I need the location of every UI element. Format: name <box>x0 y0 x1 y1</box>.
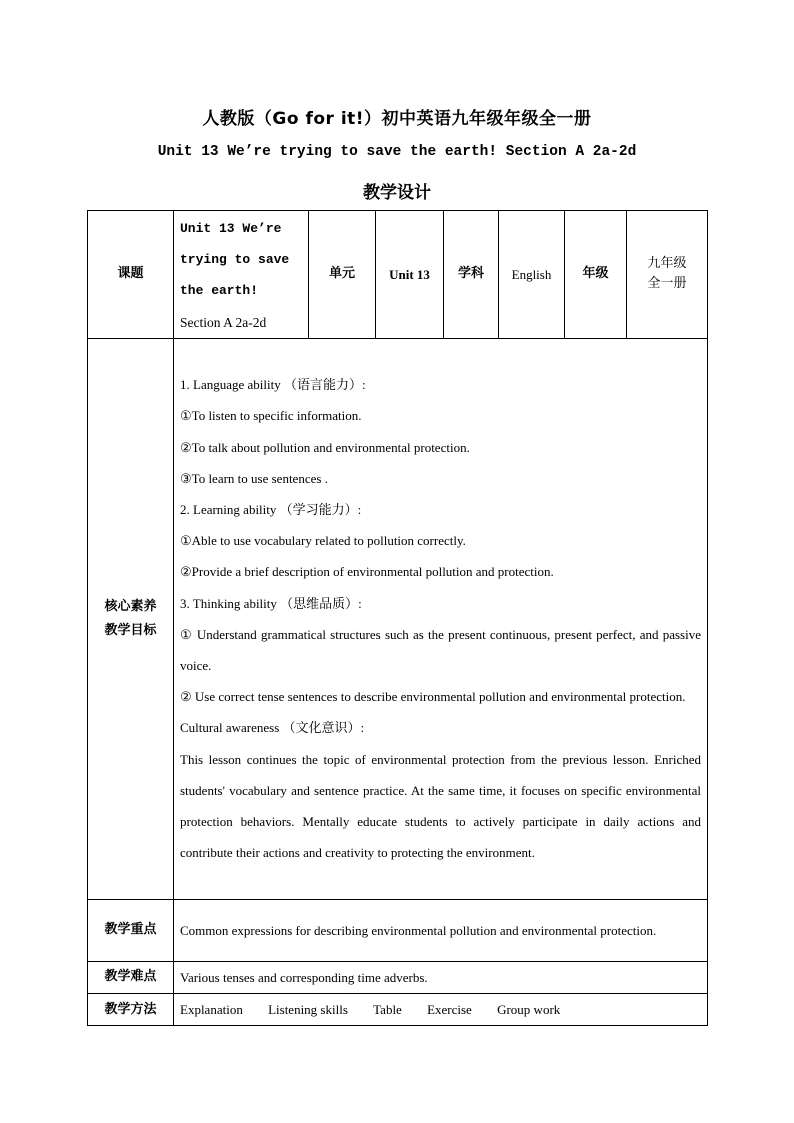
key-points-row <box>88 899 708 961</box>
cultural-heading: Cultural awareness （文化意识）: <box>180 720 365 736</box>
thinking-goal-2: ② Use correct tense sentences to describe environmental pollution and environmental protection. <box>180 689 686 705</box>
goals-label-line: 核心素养 <box>104 598 157 614</box>
lesson-subtitle: Unit 13 We’re trying to save the earth! Section A 2a-2d <box>157 144 637 160</box>
method-item: Table <box>373 1002 402 1018</box>
method-item: Group work <box>497 1002 561 1018</box>
goals-label <box>88 338 174 899</box>
goals-content <box>174 338 708 899</box>
topic-label: 课题 <box>88 211 174 339</box>
goals-row <box>88 338 708 899</box>
difficulties-row <box>88 961 708 993</box>
methods-label: 教学方法 <box>88 994 174 1026</box>
goal-line: ①Able to use vocabulary related to pollution correctly. <box>180 533 466 549</box>
key-points-label: 教学重点 <box>88 899 174 961</box>
goal-line: ①To listen to specific information. <box>180 408 362 424</box>
topic-line: trying to save <box>180 252 290 268</box>
goal-line: ②Provide a brief description of environmental pollution and protection. <box>180 564 554 580</box>
difficulties-label: 教学难点 <box>88 961 174 993</box>
grade-line: 全一册 <box>647 276 687 292</box>
goal-line: 2. Learning ability （学习能力）: <box>180 502 362 517</box>
lesson-plan-table <box>87 210 708 1026</box>
topic-line: Unit 13 We’re <box>180 221 282 236</box>
topic-value <box>174 211 309 339</box>
difficulties-text: Various tenses and corresponding time adverbs. <box>174 961 708 993</box>
subject-value: English <box>499 211 565 339</box>
grade-line: 九年级 <box>647 256 687 272</box>
unit-label: 单元 <box>309 211 376 339</box>
methods-list <box>174 994 708 1026</box>
method-item: Exercise <box>427 1002 472 1018</box>
topic-line: the earth! <box>180 283 259 299</box>
header-row <box>88 211 708 339</box>
goals-label-line: 教学目标 <box>104 622 157 638</box>
subject-label: 学科 <box>444 211 499 339</box>
grade-label: 年级 <box>565 211 627 339</box>
topic-section: Section A 2a-2d <box>180 314 267 330</box>
cultural-text: This lesson continues the topic of environmental protection from the previous lesson. Enriched students' vocabulary and sentence practice. At the same time, it focuses on specific environmental protection behaviors. Mentally educate students to actively participate in daily actions and contribute their actions and creativity to protecting the environment. <box>180 751 701 861</box>
design-heading: 教学设计 <box>363 183 431 203</box>
goal-line: 3. Thinking ability （思维品质）: <box>180 595 362 611</box>
methods-row <box>88 994 708 1026</box>
method-item: Listening skills <box>268 1002 348 1018</box>
document-title: 人教版（Go for it!）初中英语九年级年级全一册 <box>202 109 592 129</box>
grade-value <box>627 211 708 339</box>
goal-line: ②To talk about pollution and environmental protection. <box>180 439 470 455</box>
goal-line: ③To learn to use sentences . <box>180 470 328 486</box>
goal-line: 1. Language ability （语言能力）: <box>180 377 366 393</box>
key-points-text: Common expressions for describing environmental pollution and environmental protection. <box>174 899 708 961</box>
method-item: Explanation <box>180 1002 243 1018</box>
thinking-goal-1: ① Understand grammatical structures such as the present continuous, present perfect, and passive voice. <box>180 626 701 674</box>
unit-value: Unit 13 <box>376 211 444 339</box>
